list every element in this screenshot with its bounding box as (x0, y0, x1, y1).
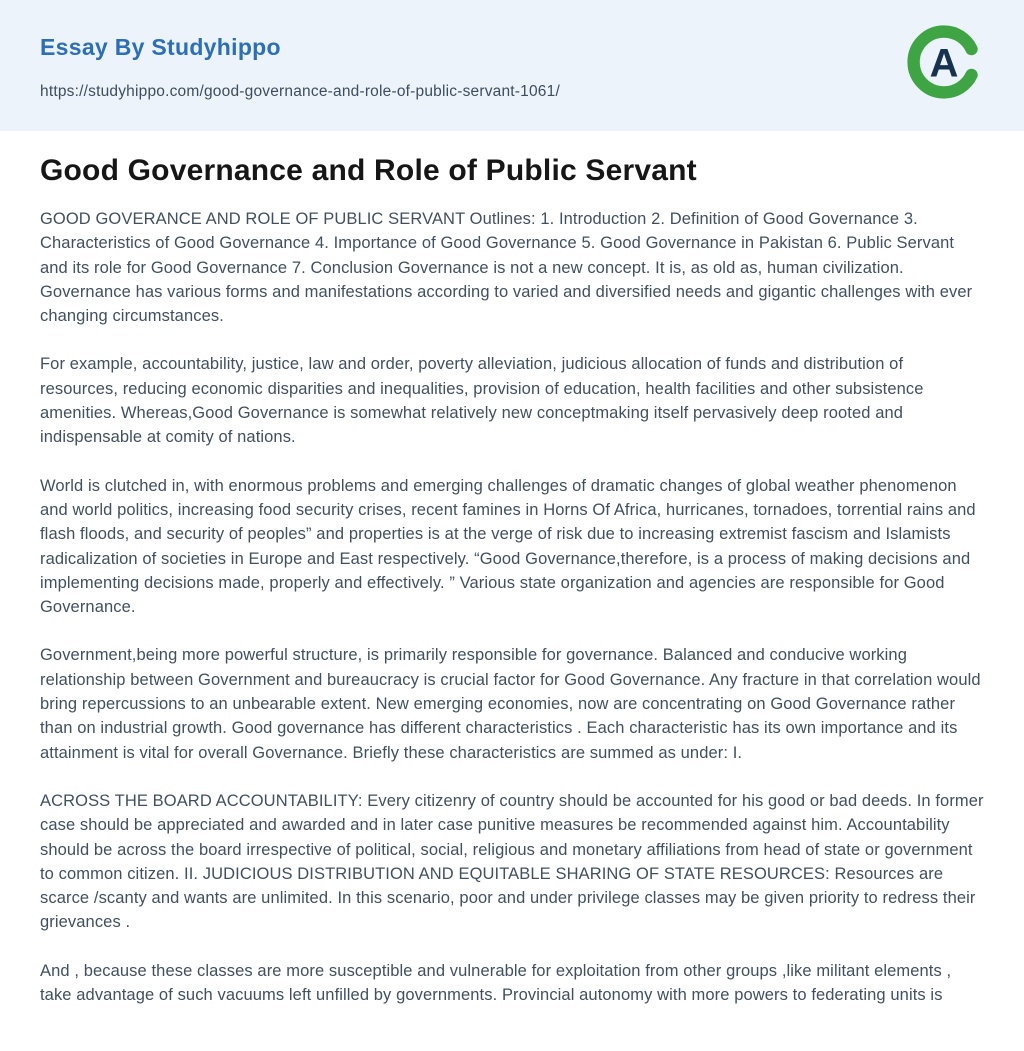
article-paragraph-2: For example, accountability, justice, law and order, poverty alleviation, judicious allocation of funds and distribution of resources, reducing economic disparities and inequalities, provision of education, health facilities and other subsistence amenities. Whereas,Good Governance is somewhat relatively new conceptmaking itself pervasively deep rooted and indispensable at comity of nations. (40, 355, 924, 447)
studyhippo-logo-icon (906, 24, 982, 100)
header-text-block (40, 30, 560, 101)
studyhippo-logo (906, 24, 982, 100)
article-paragraph-5: ACROSS THE BOARD ACCOUNTABILITY: Every citizenry of country should be accounted for his good or bad deeds. In former case should be appreciated and awarded and in later case punitive measures be recommended against him. Accountability should be across the board irrespective of political, social, religious and monetary affiliations from head of state or government to common citizen. II. JUDICIOUS DISTRIBUTION AND EQUITABLE SHARING OF STATE RESOURCES: Resources are scarce /scanty and wants are unlimited. In this scenario, poor and under privilege classes may be given priority to redress their grievances . (40, 791, 984, 932)
article-paragraph-6: And , because these classes are more susceptible and vulnerable for exploitation from other groups ,like militant elements , take advantage of such vacuums left unfilled by governments. Provincial autonomy with more powers to federating units is (40, 961, 952, 1005)
article-title: Good Governance and Role of Public Servant (40, 154, 697, 187)
article-paragraph-4: Government,being more powerful structure, is primarily responsible for governance. Balanced and conducive working relationship between Government and bureaucracy is crucial factor for Good Governance. Any fracture in that correlation would bring repercussions to an unbearable extent. New emerging economies, now are concentrating on Good Governance rather than on industrial growth. Good governance has different characteristics . Each characteristic has its own importance and its attainment is vital for overall Governance. Briefly these characteristics are summed as under: I. (40, 646, 981, 762)
page-header (0, 0, 1024, 131)
article-paragraph-1: GOOD GOVERANCE AND ROLE OF PUBLIC SERVANT Outlines: 1. Introduction 2. Definition of Good Governance 3. Characteristics of Good Governance 4. Importance of Good Governance 5. Good Governance in Pakistan 6. Public Servant and its role for Good Governance 7. Conclusion Governance is not a new concept. It is, as old as, human civilization. Governance has various forms and manifestations according to varied and diversified needs and gigantic challenges with ever changing circumstances. (40, 210, 973, 326)
logo-letter: A (929, 41, 959, 86)
article-paragraph-3: World is clutched in, with enormous problems and emerging challenges of dramatic changes of global weather phenomenon and world politics, increasing food security crises, recent famines in Horns Of Africa, hurricanes, tornadoes, torrential rains and flash floods, and security of peoples” and properties is at the verge of risk due to increasing extremist fascism and Islamists radicalization of societies in Europe and East respectively. “Good Governance,therefore, is a process of making decisions and implementing decisions made, properly and effectively. ” Various state organization and agencies are responsible for Good Governance. (40, 476, 976, 617)
byline-link[interactable]: Essay By Studyhippo (40, 34, 281, 60)
article-body (0, 131, 1024, 1037)
source-url[interactable]: https://studyhippo.com/good-governance-and-role-of-public-servant-1061/ (40, 83, 560, 100)
